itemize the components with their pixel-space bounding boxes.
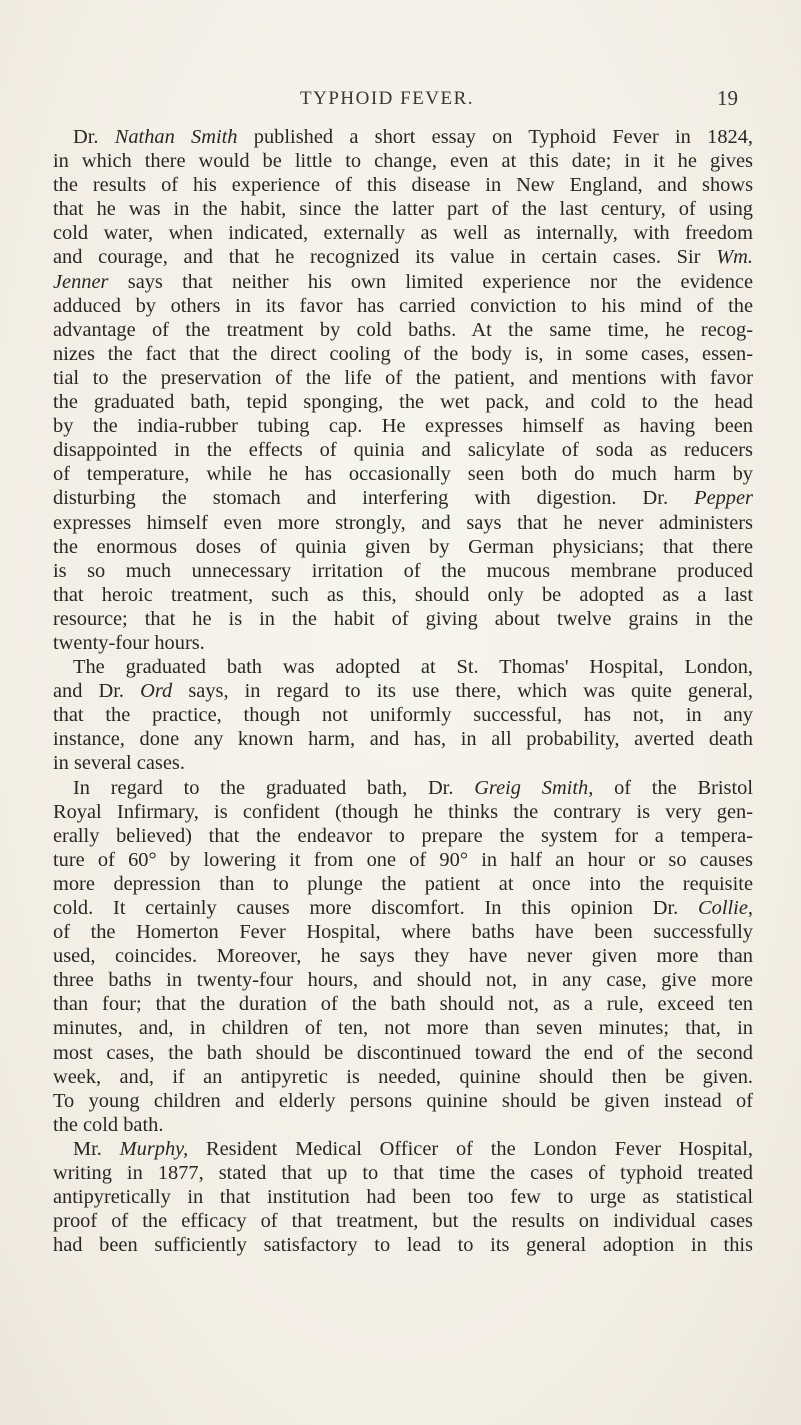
text-segment: of the Bristol — [593, 776, 753, 799]
text-line — [53, 824, 753, 848]
text-line — [53, 270, 753, 294]
text-line — [53, 559, 753, 583]
text-segment: says that neither his own limited experience nor the evidence — [108, 270, 753, 293]
text-line — [53, 1113, 753, 1137]
text-segment: minutes, and, in children of ten, not more than seven minutes; that, in — [53, 1017, 753, 1040]
text-segment: by the india-rubber tubing cap. He expresses himself as having been — [53, 415, 753, 438]
text-segment: resource; that he is in the habit of giving about twelve grains in the — [53, 607, 753, 630]
text-line — [53, 342, 753, 366]
text-line — [53, 655, 753, 679]
text-line — [53, 1233, 753, 1257]
italic-name: Greig Smith, — [474, 776, 594, 799]
text-segment: three baths in twenty-four hours, and should not, in any case, give more — [53, 969, 753, 992]
text-line — [53, 294, 753, 318]
text-line — [53, 703, 753, 727]
text-line — [53, 896, 753, 920]
text-segment: antipyretically in that institution had been too few to urge as statistical — [53, 1186, 753, 1209]
text-line — [53, 1209, 753, 1233]
text-segment: twenty-four hours. — [53, 631, 205, 654]
text-line — [53, 800, 753, 824]
text-line — [53, 944, 753, 968]
text-segment: To young children and elderly persons quinine should be given instead of — [53, 1089, 753, 1112]
text-line — [53, 318, 753, 342]
page-number: 19 — [717, 86, 738, 110]
text-segment: tial to the preservation of the life of the patient, and mentions with favor — [53, 366, 753, 389]
text-segment: says, in regard to its use there, which was quite general, — [172, 680, 753, 703]
text-segment: than four; that the duration of the bath should not, as a rule, exceed ten — [53, 993, 753, 1016]
text-line — [53, 1161, 753, 1185]
text-segment: expresses himself even more strongly, and says that he never administers — [53, 511, 753, 534]
text-line — [53, 414, 753, 438]
italic-name: Ord — [140, 680, 173, 703]
text-line — [53, 583, 753, 607]
text-segment: the cold bath. — [53, 1113, 164, 1136]
text-segment: erally believed) that the endeavor to prepare the system for a tempera- — [53, 824, 753, 847]
text-line — [53, 631, 753, 655]
text-segment: Royal Infirmary, is confident (though he thinks the contrary is very gen- — [53, 800, 753, 823]
text-segment: that heroic treatment, such as this, should only be adopted as a last — [53, 583, 753, 606]
text-line — [53, 1065, 753, 1089]
text-segment: the enormous doses of quinia given by German physicians; that there — [53, 535, 753, 558]
text-line — [53, 149, 753, 173]
text-line — [53, 245, 753, 269]
text-segment: adduced by others in its favor has carried conviction to his mind of the — [53, 294, 753, 317]
text-segment: cold. It certainly causes more discomfort. In this opinion Dr. — [53, 897, 699, 919]
text-segment: that he was in the habit, since the latter part of the last century, of using — [53, 198, 753, 221]
text-line — [53, 679, 753, 703]
text-segment: nizes the fact that the direct cooling of the body is, in some cases, essen- — [53, 342, 753, 365]
text-segment: more depression than to plunge the patient at once into the requisite — [53, 872, 753, 895]
text-line — [53, 197, 753, 221]
text-segment: that the practice, though not uniformly successful, has not, in any — [53, 704, 753, 727]
text-segment: of the Homerton Fever Hospital, where baths have been successfully — [53, 921, 753, 944]
text-line — [53, 776, 753, 800]
text-segment: in several cases. — [53, 752, 185, 775]
text-segment: disappointed in the effects of quinia and salicylate of soda as reducers — [53, 439, 753, 462]
text-segment: is so much unnecessary irritation of the mucous membrane produced — [53, 559, 753, 582]
text-segment: used, coincides. Moreover, he says they have never given more than — [53, 945, 753, 968]
text-line — [53, 1041, 753, 1065]
text-segment: advantage of the treatment by cold baths. At the same time, he recog- — [53, 318, 753, 341]
italic-name: Wm. — [716, 246, 753, 269]
text-segment: proof of the efficacy of that treatment, but the results on individual cases — [53, 1210, 753, 1233]
text-segment: the graduated bath, tepid sponging, the wet pack, and cold to the head — [53, 391, 753, 414]
text-line — [53, 872, 753, 896]
text-line — [53, 173, 753, 197]
text-segment: had been sufficiently satisfactory to lead to its general adoption in this — [53, 1234, 753, 1257]
text-line — [53, 486, 753, 510]
text-line — [53, 462, 753, 486]
italic-name: Pepper — [694, 487, 753, 510]
text-line — [53, 1089, 753, 1113]
text-segment: published a short essay on Typhoid Fever in 1824, — [237, 126, 754, 148]
text-line — [53, 751, 753, 775]
text-line — [53, 848, 753, 872]
text-line — [53, 1016, 753, 1040]
text-segment: Resident Medical Officer of the London Fever Hospital, — [188, 1137, 753, 1160]
text-segment: writing in 1877, stated that up to that time the cases of typhoid treated — [53, 1162, 753, 1185]
text-line — [53, 968, 753, 992]
text-segment: cold water, when indicated, externally as well as internally, with freedom — [53, 222, 753, 245]
text-segment: instance, done any known harm, and has, in all probability, averted death — [53, 728, 753, 751]
text-segment: week, and, if an antipyretic is needed, quinine should then be given. — [53, 1065, 753, 1088]
text-segment: The graduated bath was adopted at St. Thomas' Hospital, London, — [73, 656, 753, 679]
text-line — [53, 511, 753, 535]
text-segment: in which there would be little to change, even at this date; in it he gives — [53, 150, 753, 173]
text-segment: and Dr. — [53, 680, 141, 703]
text-segment: disturbing the stomach and interfering with digestion. Dr. — [53, 487, 695, 510]
italic-name: Jenner — [53, 270, 109, 293]
running-title: TYPHOID FEVER. — [300, 88, 475, 109]
text-line — [53, 1185, 753, 1209]
italic-name: Nathan Smith — [114, 126, 238, 148]
text-line — [53, 221, 753, 245]
body-text — [53, 125, 753, 1257]
text-line — [53, 438, 753, 462]
italic-name: Collie, — [698, 897, 753, 919]
text-segment: Mr. — [73, 1137, 120, 1160]
text-segment: and courage, and that he recognized its value in certain cases. Sir — [53, 246, 717, 269]
text-segment: of temperature, while he has occasionally seen both do much harm by — [53, 463, 753, 486]
running-header — [0, 88, 801, 118]
text-line — [53, 366, 753, 390]
italic-name: Murphy, — [119, 1137, 189, 1160]
text-segment: most cases, the bath should be discontinued toward the end of the second — [53, 1041, 753, 1064]
text-line — [53, 727, 753, 751]
text-line — [53, 390, 753, 414]
text-line — [53, 535, 753, 559]
text-segment: the results of his experience of this disease in New England, and shows — [53, 174, 753, 197]
text-line — [53, 920, 753, 944]
text-line — [53, 1137, 753, 1161]
text-segment: In regard to the graduated bath, Dr. — [73, 776, 475, 799]
text-segment: ture of 60° by lowering it from one of 90° in half an hour or so causes — [53, 848, 753, 871]
text-line — [53, 607, 753, 631]
text-line — [53, 125, 753, 149]
text-line — [53, 992, 753, 1016]
text-segment: Dr. — [73, 126, 115, 148]
